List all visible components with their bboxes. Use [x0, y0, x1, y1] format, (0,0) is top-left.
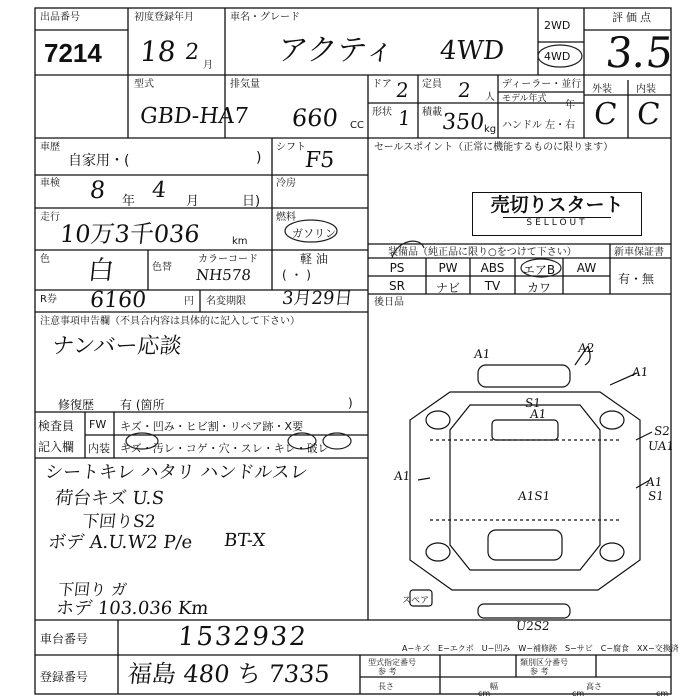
stamp-main: 売切りスタート	[490, 195, 624, 216]
load-unit: kg	[484, 124, 497, 135]
equip-title: 装備品（純正品に限り○をつけて下さい）	[388, 247, 577, 258]
ac-label: 冷房	[276, 178, 296, 189]
damage-mark: A2	[577, 341, 596, 355]
remark-1: シートキレ ハタリ ハンドルスレ	[43, 462, 309, 483]
recycle-value: 6160	[88, 288, 148, 313]
damage-mark: S1	[647, 489, 665, 503]
remark-6: ホデ 103.036 Km	[54, 598, 210, 619]
inspector-label: 検査員	[38, 419, 75, 433]
equipment-item: PS	[389, 261, 405, 275]
year-label: 初度登録年月	[134, 12, 194, 23]
color-change-label: 色替	[152, 262, 172, 273]
fw-label: FW	[89, 418, 107, 431]
class-ref: 参 考	[530, 667, 549, 676]
shift-value: F5	[303, 148, 336, 173]
insp-year: 8	[88, 176, 107, 204]
warranty-value: 有・無	[618, 272, 655, 286]
insp-month-unit: 月	[186, 194, 200, 209]
damage-mark: UA1	[647, 439, 675, 453]
capacity-label: 定員	[422, 79, 442, 90]
month-value: 2	[183, 40, 201, 65]
cert-ref: 参 考	[378, 667, 397, 676]
insp-day-unit: 日)	[242, 194, 261, 209]
damage-mark: U2S2	[515, 619, 551, 633]
fuel-gasoline: ガソリン	[292, 227, 336, 240]
damage-mark: A1	[473, 347, 492, 361]
year-value: 18	[138, 35, 178, 68]
stamp-sub: SELLOUT	[503, 217, 611, 228]
recycle-unit: 円	[184, 296, 194, 307]
equipment-item: AW	[576, 261, 597, 275]
reg-label: 登録番号	[40, 670, 89, 684]
drive-4wd: 4WD	[544, 50, 571, 63]
length-label: 長さ	[378, 682, 394, 691]
recycle-label: R券	[40, 294, 57, 305]
warranty-title: 新車保証書	[614, 247, 664, 258]
damage-mark: A1	[393, 469, 412, 483]
inspector-label2: 記入欄	[38, 440, 75, 454]
doors-value: 2	[394, 78, 410, 102]
deadline-label: 名変期限	[206, 296, 246, 307]
model-year-label: モデル年式	[502, 94, 547, 104]
insp-month: 4	[150, 178, 168, 203]
equipment-item: ナビ	[435, 281, 460, 295]
score-value: 3.5	[603, 28, 676, 77]
cert-label: 型式指定番号	[368, 658, 416, 667]
remark-4: ボデ A.U.W2 P/e	[46, 532, 194, 553]
year-suffix: 年	[565, 100, 575, 111]
width-label: 幅	[490, 682, 498, 691]
remark-5: 下回り ガ	[57, 580, 129, 599]
damage-mark: A1	[631, 365, 650, 379]
displacement-value: 660	[290, 104, 340, 132]
class-label: 類別区分番号	[520, 658, 568, 667]
inspection-label: 車検	[40, 178, 60, 189]
interior-grade: C	[635, 97, 662, 132]
usage-label: 車歴	[40, 142, 60, 153]
interior-label: 内装	[636, 84, 656, 95]
repair-label: 修復歴	[58, 398, 95, 412]
reg-value: 福島 480 ち 7335	[126, 660, 332, 688]
fuel-paren: ( ・ )	[282, 268, 311, 282]
insp-year-unit: 年	[122, 194, 136, 209]
damage-mark: A1	[529, 407, 548, 421]
remark-3: 下回りS2	[81, 512, 157, 532]
chassis-value: 1532932	[176, 622, 310, 652]
drive-2wd: 2WD	[544, 19, 571, 32]
interior-items: キズ・汚レ・コゲ・穴・スレ・キレ・破レ	[120, 442, 329, 455]
usage-value: 自家用・(	[68, 153, 130, 169]
fuel-diesel: 軽 油	[300, 252, 328, 266]
grade-value: 4WD	[438, 36, 506, 66]
mileage-unit: km	[232, 236, 248, 247]
spare-label: スペア	[402, 596, 430, 606]
damage-mark: S2	[653, 424, 671, 438]
model-value: GBD-HA7	[138, 104, 250, 129]
load-value: 350	[440, 110, 486, 135]
damage-mark: A1S1	[517, 489, 551, 503]
cm-1: cm	[478, 689, 491, 698]
damage-mark: A1	[645, 475, 664, 489]
sellout-stamp	[472, 192, 642, 236]
displacement-unit: CC	[350, 120, 364, 131]
handle-label: ハンドル 左・右	[502, 120, 576, 131]
fuel-label: 燃料	[276, 212, 296, 223]
chassis-label: 車台番号	[40, 632, 89, 646]
repair-close: )	[348, 396, 353, 410]
remark-2: 荷台キズ U.S	[53, 488, 166, 509]
color-label: 色	[40, 254, 50, 265]
notes-title: 注意事項申告欄（不具合内容は具体的に記入して下さい）	[40, 316, 300, 327]
capacity-value: 2	[456, 78, 472, 102]
color-code-label: カラーコード	[198, 254, 258, 265]
doors-label: ドア	[372, 79, 392, 90]
aftermarket-label: 後日品	[374, 297, 404, 308]
deadline-value: 3月29日	[280, 288, 354, 309]
exterior-label: 外装	[592, 84, 612, 95]
shape-label: 形状	[372, 107, 392, 118]
name-value: アクティ	[276, 33, 397, 68]
load-label: 積載	[422, 107, 442, 118]
damage-legend: A−キズ E−エクボ U−凹み W−補修跡 S−サビ C−腐食 XX−交換済	[402, 644, 679, 653]
model-label: 型式	[134, 79, 154, 90]
cm-2: cm	[572, 689, 585, 698]
shape-value: 1	[396, 106, 412, 130]
remark-4b: BT-X	[222, 530, 267, 551]
color-value: 白	[86, 256, 116, 286]
lot-label: 出品番号	[40, 12, 80, 23]
mileage-value: 10万3千036	[58, 220, 202, 248]
capacity-unit: 人	[485, 92, 495, 103]
fw-items: キズ・凹み・ヒビ割・リペア跡・X要	[120, 420, 304, 433]
interior-check-label: 内装	[88, 442, 110, 455]
equipment-item: SR	[389, 279, 405, 293]
displacement-label: 排気量	[230, 79, 260, 90]
shift-label: シフト	[276, 142, 306, 153]
equipment-item: ABS	[480, 261, 505, 275]
height-label: 高さ	[586, 682, 602, 691]
exterior-grade: C	[592, 97, 619, 132]
color-code-value: NH578	[195, 266, 252, 284]
name-label: 車名・グレード	[230, 12, 300, 23]
note-value: ナンバー応談	[50, 334, 183, 359]
usage-close: )	[256, 150, 262, 166]
month-unit: 月	[203, 60, 213, 71]
mileage-label: 走行	[40, 212, 60, 223]
sales-title: セールスポイント（正常に機能するものに限ります）	[374, 142, 614, 153]
car-diagram	[410, 346, 652, 618]
repair-value: 有 (箇所	[120, 398, 165, 412]
equipment-item: TV	[484, 279, 501, 293]
dealer-label: ディーラー・並行	[502, 79, 582, 90]
equipment-item: カワ	[526, 281, 551, 295]
lot-number: 7214	[44, 38, 102, 68]
score-label: 評価点	[612, 11, 654, 24]
damage-mark: S1	[524, 396, 542, 410]
cm-3: cm	[656, 689, 669, 698]
equipment-item: エアB	[522, 263, 556, 277]
equipment-item: PW	[438, 261, 458, 275]
